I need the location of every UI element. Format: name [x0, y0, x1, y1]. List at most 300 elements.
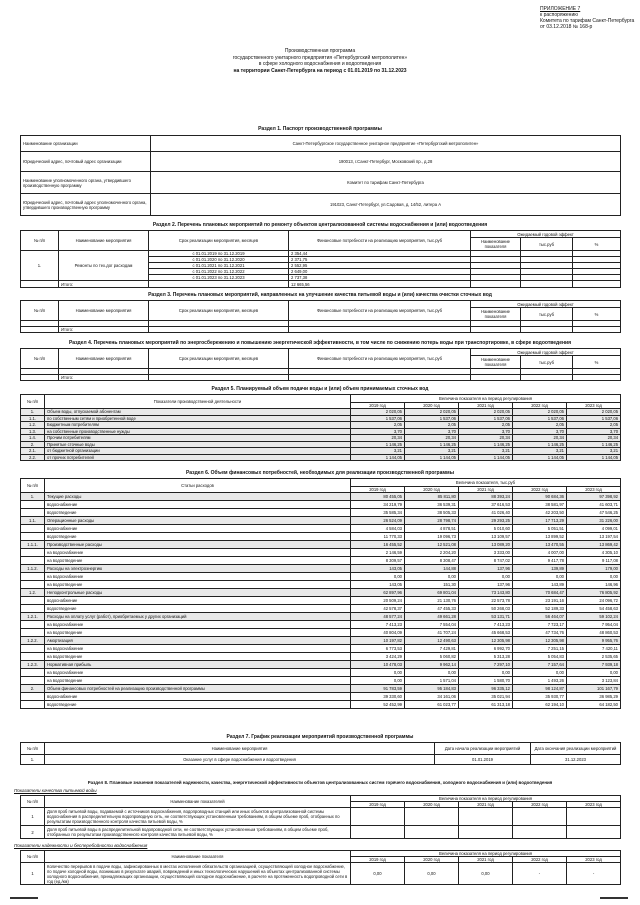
table-cell: 3,21 [351, 448, 405, 455]
table-row [21, 597, 621, 605]
year-header: 2019 год [351, 802, 405, 808]
table-cell: 12 305,98 [513, 637, 567, 645]
table-cell: 59 102,24 [567, 613, 621, 621]
column-header: % [573, 356, 621, 369]
column-header: Наименование показателя [45, 851, 351, 863]
year-header: 2020 год [405, 857, 459, 863]
table-cell [21, 621, 45, 629]
table-cell: Объем воды, отпускаемой абонентам [45, 409, 351, 416]
table-cell: Комитет по тарифам Санкт-Петербурга [151, 172, 621, 194]
table-cell [289, 375, 471, 381]
table-cell: 69 801,04 [405, 589, 459, 597]
table-cell: 7 939,18 [567, 661, 621, 669]
table-row [21, 525, 621, 533]
passport-table [20, 135, 621, 216]
table-cell: 1 144,05 [513, 454, 567, 461]
schedule-table [20, 742, 621, 765]
table-cell: 54 458,63 [567, 605, 621, 613]
table-cell: 9 117,08 [567, 557, 621, 565]
year-header: 2023 год [567, 487, 621, 493]
table-cell: Производственные расходы [45, 541, 351, 549]
year-header: 2019 год [351, 487, 405, 493]
table-cell: 41 026,40 [459, 509, 513, 517]
table-cell: 7 413,23 [351, 621, 405, 629]
table-cell: на собственные производственные нужды [45, 428, 351, 435]
table-cell: водоотведение [45, 701, 351, 709]
table-cell: 38 505,33 [405, 509, 459, 517]
table-cell: 6 992,70 [459, 645, 513, 653]
table-cell [149, 327, 289, 333]
table-row [21, 701, 621, 709]
table-cell [21, 501, 45, 509]
table-cell: 88 393,24 [459, 493, 513, 501]
table-row [21, 281, 621, 288]
table-cell: 0,00 [567, 669, 621, 677]
column-header: Срок реализации мероприятия, месяцев [149, 231, 289, 251]
table-cell: 36 985,29 [567, 693, 621, 701]
table-cell: Количество перерывов в подаче воды, зафиксированных в местах исполнения обязательств организацией, осуществляющей холодное водоснабжение, по подаче холодной воды, возникших в результате аварий, повреждений и иных технологических нарушений на объектах централизованной системы холодного водоснабжения, принадлежащих организации, осуществляющей холодное водоснабжение, в расчете на протяженность водопроводной сети в год (ед./км) [45, 863, 351, 885]
table-cell [521, 327, 573, 333]
section-4-title: Раздел 4. Перечень плановых мероприятий по энергосбережению и повышению энергетической эффективности, в том числе по снижению потерь воды при транспортировке, в сфере водоотведения [68, 340, 572, 346]
table-cell: 7 420,11 [567, 645, 621, 653]
table-cell: 1 537,06 [513, 415, 567, 422]
table-cell: 3,70 [459, 428, 513, 435]
table-cell: 1.2.2. [21, 637, 45, 645]
table-cell: 2. [21, 685, 45, 693]
table-cell: 2,05 [351, 422, 405, 429]
table-cell: 01.01.2019 [435, 755, 531, 765]
table-cell: 53 131,71 [459, 613, 513, 621]
table-cell: 38 581,97 [513, 501, 567, 509]
table-cell: 3,70 [405, 428, 459, 435]
table-cell: 73 143,80 [459, 589, 513, 597]
table-cell: 179,00 [567, 565, 621, 573]
table-cell [405, 808, 459, 826]
year-header: 2020 год [405, 403, 459, 409]
column-header: Срок реализации мероприятия, месяцев [149, 301, 289, 321]
section-7-title: Раздел 7. График реализации мероприятий производственной программы [226, 734, 414, 740]
table-cell: 1 144,05 [351, 454, 405, 461]
table-cell: 20,34 [513, 435, 567, 442]
table-cell [521, 281, 573, 288]
table-row [21, 517, 621, 525]
table-cell: водоотведение [45, 533, 351, 541]
table-cell: 2 552,95 [289, 263, 471, 269]
table-cell: на водоотведение [45, 629, 351, 637]
table-cell: 12 521,08 [405, 541, 459, 549]
table-cell: 2 737,38 [289, 275, 471, 281]
table-cell: 3,21 [513, 448, 567, 455]
table-cell: 52 189,33 [513, 605, 567, 613]
table-cell: 190013, г.Санкт-Петербург, Московский пр., д.28 [151, 152, 621, 172]
table-cell: 56 464,07 [513, 613, 567, 621]
year-header: 2021 год [459, 857, 513, 863]
table-cell: 139,89 [513, 565, 567, 573]
table-cell [521, 375, 573, 381]
table-cell [21, 701, 45, 709]
table-row [21, 808, 621, 826]
subheading-quality: Показатели качества питьевой воды [14, 788, 97, 793]
year-header: 2023 год [567, 403, 621, 409]
table-row [21, 637, 621, 645]
table-cell: 5 060,82 [405, 653, 459, 661]
table-cell [513, 808, 567, 826]
table-cell [21, 605, 45, 613]
table-cell: Итого: [59, 327, 149, 333]
table-cell: 20 509,24 [351, 597, 405, 605]
table-cell: 151,30 [405, 581, 459, 589]
table-cell: - [513, 863, 567, 885]
table-row [21, 796, 621, 802]
table-cell: 49 661,28 [405, 613, 459, 621]
table-cell: 1 144,05 [405, 454, 459, 461]
table-cell: 146,96 [567, 581, 621, 589]
table-cell [21, 557, 45, 565]
column-header: Статьи расходов [45, 479, 351, 493]
table-cell: 0,00 [405, 573, 459, 581]
table-row [21, 349, 621, 356]
table-cell: 2.2. [21, 454, 45, 461]
table-row [21, 454, 621, 461]
title-line: государственного унитарного предприятия «Петербургский метрополитен» [232, 54, 408, 61]
table-cell [459, 808, 513, 826]
table-cell: 50 268,03 [459, 605, 513, 613]
table-cell: 5 051,51 [513, 525, 567, 533]
section-1-title: Раздел 1. Паспорт производственной программы [258, 126, 382, 132]
table-cell: 2. [21, 441, 45, 448]
table-row [21, 605, 621, 613]
table-cell: Принятые сточные воды [45, 441, 351, 448]
table-cell: 47 734,76 [513, 629, 567, 637]
table-cell: Операционные расходы [45, 517, 351, 525]
table-cell: 8 747,02 [459, 557, 513, 565]
table-cell [471, 281, 521, 288]
table-cell: по собственным сетям и приобретенной воде [45, 415, 351, 422]
table-cell: 1 [21, 808, 45, 826]
year-header: 2019 год [351, 857, 405, 863]
scan-mark [600, 897, 628, 899]
table-cell: 61 313,18 [459, 701, 513, 709]
table-cell [21, 509, 45, 517]
table-cell: с 01.01.2023 по 31.12.2023 [149, 275, 289, 281]
table-cell: 64 182,50 [567, 701, 621, 709]
table-cell: 4 007,00 [513, 549, 567, 557]
table-cell: 12 305,98 [459, 637, 513, 645]
column-header: тыс.руб [521, 308, 573, 321]
table-cell [459, 826, 513, 839]
volume-table [20, 394, 621, 461]
table-cell: 90 684,36 [513, 493, 567, 501]
column-header: Наименование мероприятия [59, 349, 149, 369]
table-cell: 17 713,29 [513, 517, 567, 525]
table-cell [351, 808, 405, 826]
table-cell: 7 954,04 [567, 621, 621, 629]
table-cell: 91 783,59 [351, 685, 405, 693]
table-row [21, 533, 621, 541]
table-cell [149, 281, 289, 288]
column-header: Ожидаемый годовой эффект [471, 301, 621, 308]
column-header: Наименование показателя [471, 308, 521, 321]
table-cell: 1.1.1. [21, 541, 45, 549]
table-cell: 31.12.2023 [531, 755, 621, 765]
table-cell: 10 478,03 [351, 661, 405, 669]
table-cell: 1.2. [21, 589, 45, 597]
table-cell: на водоотведение [45, 653, 351, 661]
table-cell [21, 573, 45, 581]
table-cell: 101 167,79 [567, 685, 621, 693]
table-cell: 1 146,25 [351, 441, 405, 448]
table-row [21, 194, 621, 216]
year-header: 2023 год [567, 802, 621, 808]
title-line: на территории Санкт-Петербурга на период с 01.01.2019 по 31.12.2023 [233, 67, 407, 74]
table-cell [513, 826, 567, 839]
table-cell: водоснабжение [45, 693, 351, 701]
column-header: Срок реализации мероприятия, месяцев [149, 349, 289, 369]
table-cell: 1 [21, 863, 45, 885]
table-cell: 2 020,05 [405, 409, 459, 416]
table-row [21, 301, 621, 308]
year-header: 2022 год [513, 802, 567, 808]
table-cell: 45 668,53 [459, 629, 513, 637]
table-cell: 62 897,96 [351, 589, 405, 597]
year-header: 2019 год [351, 403, 405, 409]
table-cell: 37 616,53 [459, 501, 513, 509]
quality-measures-table [20, 300, 621, 333]
table-cell: 0,00 [351, 573, 405, 581]
appendix-line: Комитета по тарифам Санкт-Петербурга [540, 18, 635, 24]
table-cell [351, 826, 405, 839]
table-cell: на водоотведение [45, 581, 351, 589]
table-cell: Доля проб питьевой воды в распределительной водопроводной сети, не соответствующих установленным требованиям, в общем объеме проб, отобранных по результатам производственного контроля качества питьевой воды, % [45, 826, 351, 839]
table-cell [471, 327, 521, 333]
table-cell: Юридический адрес, почтовый адрес уполномоченного органа, утвердившего производственную программу [21, 194, 151, 216]
table-cell: 5 054,83 [513, 653, 567, 661]
table-cell: 96 335,12 [459, 685, 513, 693]
table-cell: 12 490,63 [405, 637, 459, 645]
finance-table [20, 478, 621, 709]
document-title [140, 48, 500, 74]
year-header: 2021 год [459, 487, 513, 493]
table-cell: Объем финансовых потребностей на реализацию производственной программы [45, 685, 351, 693]
table-cell: 47 546,25 [567, 509, 621, 517]
column-header: Величина показателя, тыс.руб [351, 479, 621, 487]
table-cell: 13 470,55 [513, 541, 567, 549]
table-cell: 5 313,28 [459, 653, 513, 661]
table-cell [21, 327, 59, 333]
section-2-title: Раздел 2. Перечень плановых мероприятий по ремонту объектов централизованной системы водоснабжения и (или) водоотведения [152, 222, 488, 228]
column-header: № п/п [21, 851, 45, 863]
section-8-title: Раздел 8. Плановые значения показателей надежности, качества, энергетической эффективности объектов централизованных систем горячего водоснабжения, холодного водоснабжения и (или) водоотведения [87, 780, 553, 785]
table-cell: 0,00 [405, 669, 459, 677]
column-header: Величина показателя на период регулирования [351, 851, 621, 857]
table-cell: Наименование организации [21, 136, 151, 152]
table-cell: 3,21 [405, 448, 459, 455]
table-cell: 31 226,00 [567, 517, 621, 525]
table-cell: 6 773,53 [351, 645, 405, 653]
table-cell: 95 184,83 [405, 685, 459, 693]
table-cell: 26 524,09 [351, 517, 405, 525]
column-header: Финансовые потребности на реализацию мероприятия, тыс.руб [289, 231, 471, 251]
table-cell: Итого: [59, 375, 149, 381]
table-cell: на водоотведение [45, 557, 351, 565]
table-cell: 35 585,34 [351, 509, 405, 517]
table-cell: 42 578,37 [351, 605, 405, 613]
table-cell: Бюджетным потребителям [45, 422, 351, 429]
column-header: Наименование показателей [45, 796, 351, 808]
table-cell: 1.1. [21, 517, 45, 525]
table-cell: 2 535,65 [567, 653, 621, 661]
appendix-line: от 03.12.2018 № 168-р [540, 24, 593, 30]
table-row [21, 851, 621, 857]
table-cell: 7 429,81 [405, 645, 459, 653]
table-cell: Санкт-Петербургское государственное унитарное предприятие «Петербургский метрополитен» [151, 136, 621, 152]
table-row [21, 231, 621, 238]
table-row [21, 573, 621, 581]
year-header: 2022 год [513, 403, 567, 409]
table-cell: 1 493,26 [513, 677, 567, 685]
column-header: Наименование мероприятия [59, 301, 149, 321]
table-cell: 143,05 [351, 565, 405, 573]
quality-indicators-table [20, 795, 621, 839]
column-header: № п/п [21, 349, 59, 369]
table-row [21, 661, 621, 669]
table-cell: 1.1. [21, 415, 45, 422]
table-cell: 2 020,05 [459, 409, 513, 416]
table-cell: 1.2.3. [21, 661, 45, 669]
table-cell [289, 327, 471, 333]
table-cell [21, 653, 45, 661]
table-cell: 2 020,05 [351, 409, 405, 416]
table-cell: 24 096,72 [567, 597, 621, 605]
table-cell: 1.4. [21, 435, 45, 442]
appendix-line: к распоряжению [540, 12, 578, 18]
table-row [21, 565, 621, 573]
table-cell: 0,00 [513, 669, 567, 677]
table-cell: 1. [21, 493, 45, 501]
table-cell: 3,70 [513, 428, 567, 435]
table-cell: Расходы на оплату услуг (работ), приобретаемых у других организаций [45, 613, 351, 621]
year-header: 2020 год [405, 802, 459, 808]
table-cell: 1.1.2. [21, 565, 45, 573]
table-cell: Ремонты по тех.дог расходам [59, 251, 149, 281]
table-cell: 1 146,25 [513, 441, 567, 448]
column-header: Величина показателя на период регулирования [351, 395, 621, 403]
table-cell: 3,21 [567, 448, 621, 455]
table-cell: Неподконтрольные расходы [45, 589, 351, 597]
column-header: Наименование показателя [471, 238, 521, 251]
table-cell: 1 144,05 [567, 454, 621, 461]
column-header: Наименование мероприятия [45, 743, 435, 755]
table-cell: 12 665,56 [289, 281, 471, 288]
table-cell: Расходы на электроэнергию [45, 565, 351, 573]
table-cell: 3,21 [459, 448, 513, 455]
table-row [21, 152, 621, 172]
table-cell: 0,00 [351, 863, 405, 885]
table-cell: 143,89 [513, 581, 567, 589]
table-cell: 3 424,29 [351, 653, 405, 661]
column-header: № п/п [21, 301, 59, 321]
table-cell: Оказание услуг в сфере водоснабжения и водоотведения [45, 755, 435, 765]
title-line: в сфере холодного водоснабжения и водоотведения [258, 61, 382, 67]
section-6-title: Раздел 6. Объем финансовых потребностей, необходимых для реализации производственной программы [185, 470, 455, 476]
table-row [21, 172, 621, 194]
table-cell [573, 281, 621, 288]
table-cell: 7 297,10 [459, 661, 513, 669]
column-header: Показатели производственной деятельности [45, 395, 351, 409]
table-cell: 70 684,47 [513, 589, 567, 597]
table-cell: 1.2.1. [21, 613, 45, 621]
table-cell: Юридический адрес, почтовый адрес организации [21, 152, 151, 172]
column-header: Финансовые потребности на реализацию мероприятия, тыс.руб [289, 301, 471, 321]
table-cell [21, 629, 45, 637]
table-cell: на водоотведение [45, 677, 351, 685]
table-cell [21, 645, 45, 653]
table-row [21, 501, 621, 509]
table-cell: Доля проб питьевой воды, подаваемой с источников водоснабжения, водопроводных станций или иных объектов централизованной системы водоснабжения в распределительную водопроводную сеть, не соответствующих установленным требованиям, в общем объеме проб, отобранных по результатам производственного контроля качества питьевой воды, % [45, 808, 351, 826]
table-cell [21, 677, 45, 685]
table-cell: 0,00 [351, 677, 405, 685]
table-cell: 1. [21, 755, 45, 765]
table-cell: Итого: [59, 281, 149, 288]
table-cell: 1 144,05 [459, 454, 513, 461]
table-cell: 7 251,15 [513, 645, 567, 653]
table-cell: 34 161,06 [405, 693, 459, 701]
table-cell: 4 305,10 [567, 549, 621, 557]
table-cell: 48 860,53 [567, 629, 621, 637]
table-cell: Прочим потребителям [45, 435, 351, 442]
table-cell: 20,34 [567, 435, 621, 442]
table-cell: 0,00 [459, 669, 513, 677]
column-header: Величина показателя на период регулирования [351, 796, 621, 802]
table-cell [21, 281, 59, 288]
table-row [21, 589, 621, 597]
table-cell: 1. [21, 409, 45, 416]
appendix-block [540, 6, 636, 30]
column-header: № п/п [21, 395, 45, 409]
table-cell: 16 455,52 [351, 541, 405, 549]
table-cell: от бюджетной организации [45, 448, 351, 455]
table-cell [471, 375, 521, 381]
table-cell: - [567, 863, 621, 885]
energy-measures-table [20, 348, 621, 381]
table-row [21, 677, 621, 685]
table-cell: 9 417,78 [513, 557, 567, 565]
table-cell [573, 327, 621, 333]
table-cell: водоснабжение [45, 597, 351, 605]
table-cell: 2.1. [21, 448, 45, 455]
table-row [21, 581, 621, 589]
table-cell: 0,00 [513, 573, 567, 581]
table-cell [573, 375, 621, 381]
table-row [21, 693, 621, 701]
table-row [21, 541, 621, 549]
table-cell [21, 525, 45, 533]
year-header: 2023 год [567, 857, 621, 863]
table-cell: 2 146,59 [351, 549, 405, 557]
table-cell: 2 204,20 [405, 549, 459, 557]
table-cell: 1. [21, 251, 59, 281]
table-cell: 61 023,77 [405, 701, 459, 709]
table-cell: 8 308,47 [405, 557, 459, 565]
table-cell [567, 808, 621, 826]
table-cell: 1 146,25 [405, 441, 459, 448]
table-row [21, 621, 621, 629]
table-cell: 1 537,06 [459, 415, 513, 422]
table-row [21, 479, 621, 487]
table-cell: 4 584,03 [351, 525, 405, 533]
table-cell: водоотведение [45, 605, 351, 613]
table-cell: 21 130,76 [405, 597, 459, 605]
